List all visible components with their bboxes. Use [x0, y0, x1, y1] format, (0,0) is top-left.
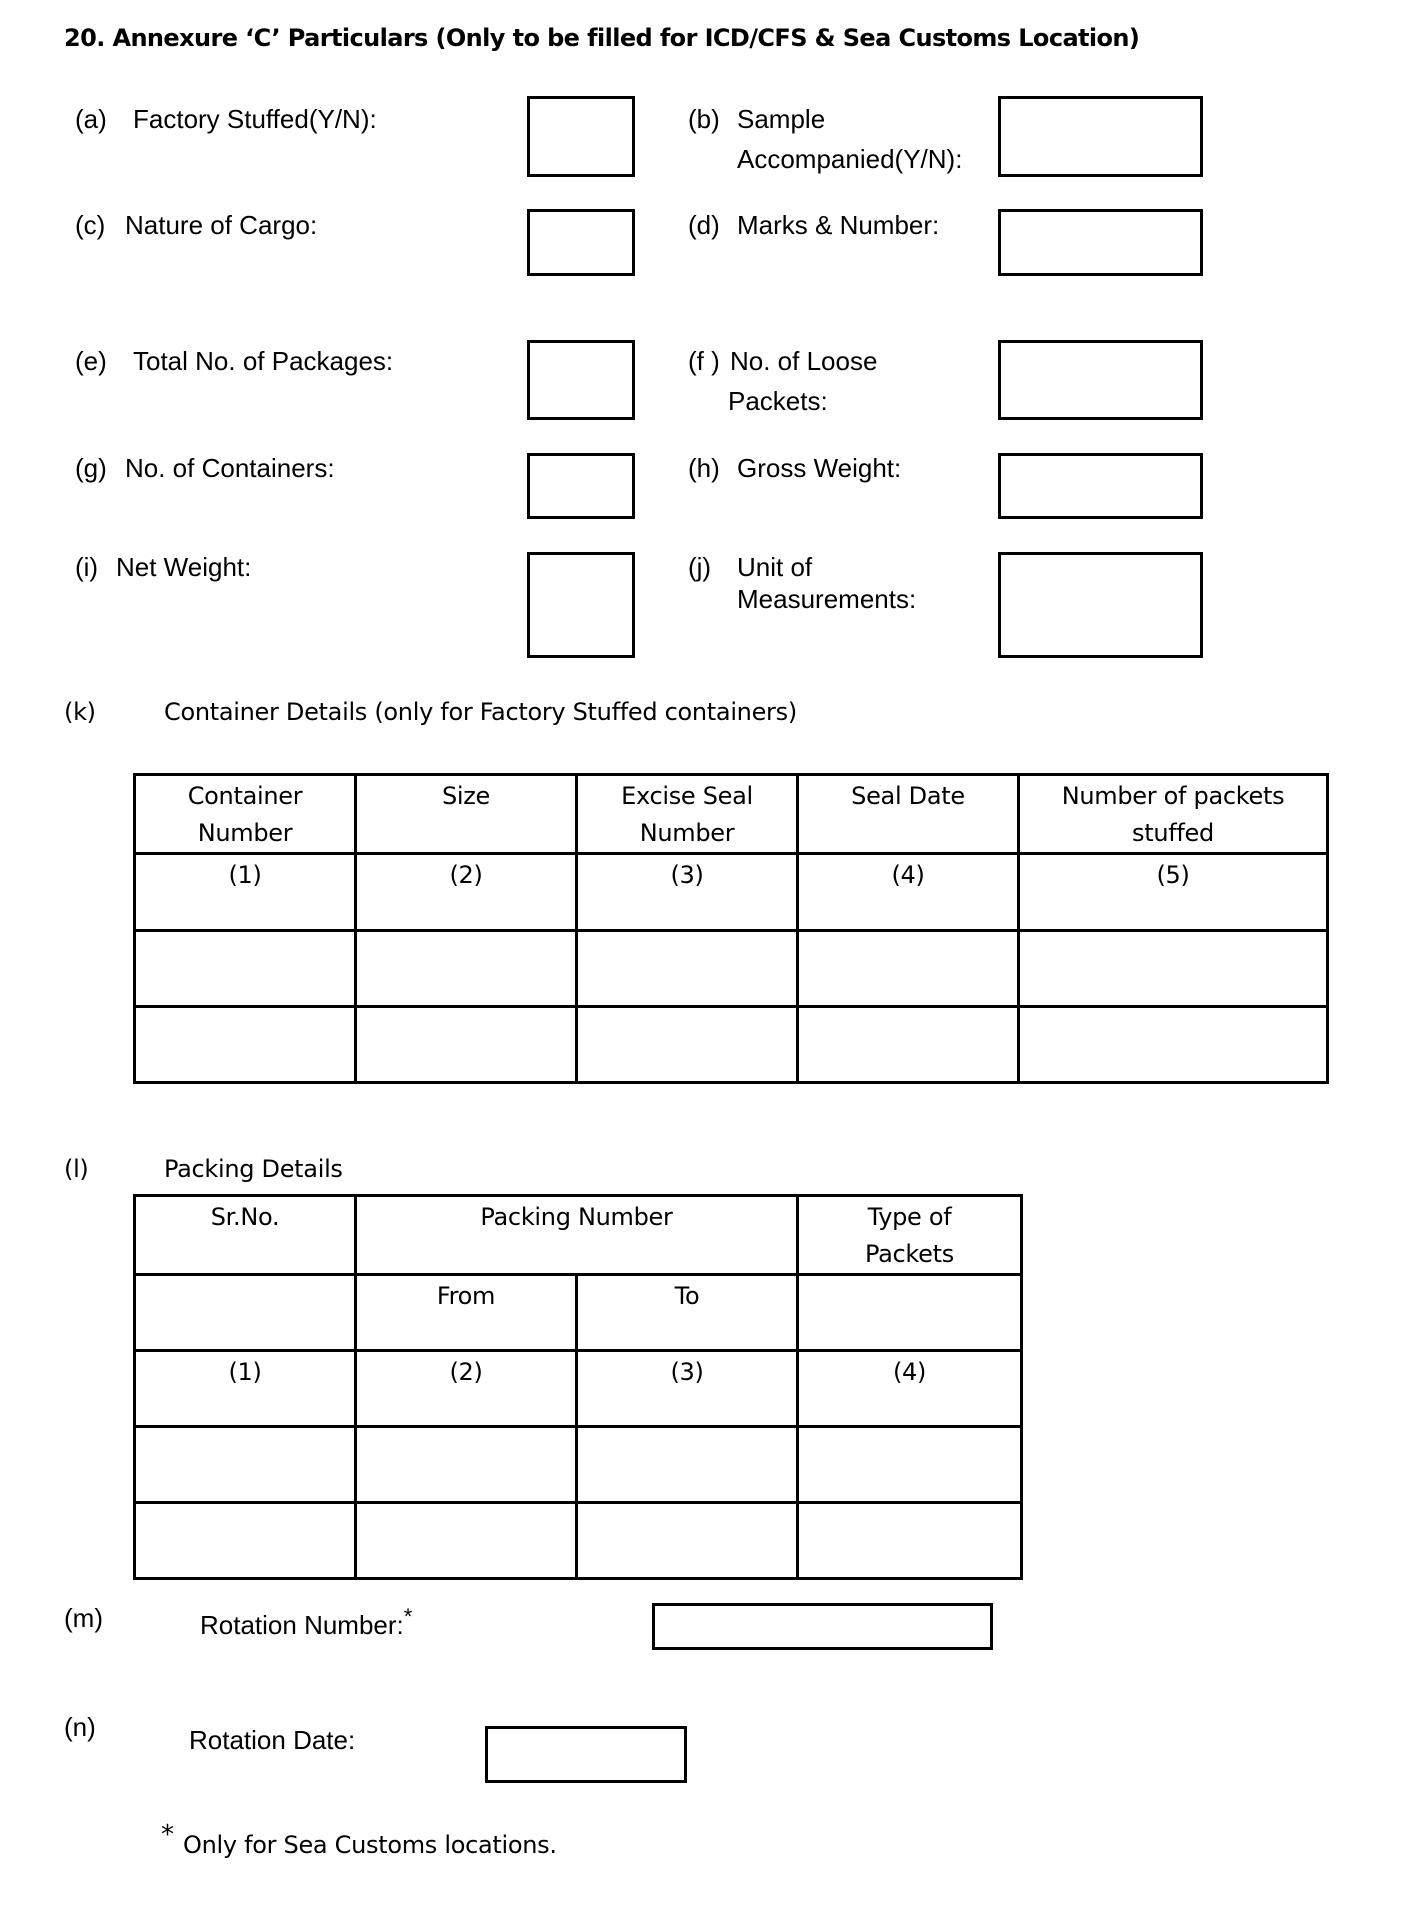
header-text: Number	[639, 819, 735, 847]
type-of-packets-cell[interactable]	[798, 1503, 1022, 1579]
packing-subheader-row	[135, 1275, 1022, 1351]
type-of-packets-cell[interactable]	[798, 1427, 1022, 1503]
to-cell[interactable]	[577, 1503, 798, 1579]
rotation-date-letter: (n)	[64, 1712, 96, 1742]
empty-subheader-cell	[798, 1275, 1022, 1351]
field-d-letter: (d)	[688, 210, 720, 240]
unit-of-measurement-input[interactable]	[998, 552, 1203, 658]
gross-weight-input[interactable]	[998, 453, 1203, 519]
packets-stuffed-cell[interactable]	[1019, 1007, 1328, 1083]
index-cell: (3)	[577, 1351, 798, 1427]
index-cell: (1)	[135, 1351, 356, 1427]
packing-details-heading: Packing Details	[164, 1155, 343, 1183]
header-text: stuffed	[1132, 819, 1214, 847]
loose-packets-input[interactable]	[998, 340, 1203, 420]
excise-seal-number-cell[interactable]	[577, 931, 798, 1007]
field-j-letter: (j)	[688, 552, 712, 582]
index-cell: (4)	[798, 1351, 1022, 1427]
table-row	[135, 1427, 1022, 1503]
table-row	[135, 931, 1328, 1007]
empty-subheader-cell	[135, 1275, 356, 1351]
factory-stuffed-input[interactable]	[527, 96, 635, 177]
container-index-row	[135, 854, 1328, 931]
header-text: Packets	[865, 1240, 954, 1268]
excise-seal-number-cell[interactable]	[577, 1007, 798, 1083]
packing-header-row	[135, 1196, 1022, 1275]
field-a-letter: (a)	[75, 104, 107, 134]
header-text: Seal Date	[851, 782, 965, 810]
index-cell: (3)	[577, 854, 798, 931]
field-c-letter: (c)	[75, 210, 106, 240]
required-asterisk: *	[403, 1604, 413, 1629]
field-d-label: Marks & Number:	[737, 210, 940, 240]
marks-and-number-input[interactable]	[998, 209, 1203, 276]
rotation-number-label	[200, 1604, 413, 1642]
index-cell: (5)	[1019, 854, 1328, 931]
field-b-letter: (b)	[688, 104, 720, 134]
header-text: Size	[441, 782, 491, 810]
field-e-label: Total No. of Packages:	[133, 346, 394, 376]
container-number-cell[interactable]	[135, 931, 356, 1007]
no-of-containers-input[interactable]	[527, 453, 635, 519]
header-text: Number	[197, 819, 293, 847]
col-header-seal-date	[798, 775, 1019, 854]
field-j-label-line2: Measurements:	[737, 584, 917, 614]
field-e-letter: (e)	[75, 346, 107, 376]
from-cell[interactable]	[356, 1503, 577, 1579]
container-details-table	[133, 773, 1329, 1084]
col-header-size	[356, 775, 577, 854]
size-cell[interactable]	[356, 1007, 577, 1083]
col-header-container-number	[135, 775, 356, 854]
col-header-sr-no: Sr.No.	[135, 1196, 356, 1275]
field-a-label: Factory Stuffed(Y/N):	[133, 104, 377, 134]
container-details-heading: Container Details (only for Factory Stuffed containers)	[164, 698, 797, 726]
index-cell: (1)	[135, 854, 356, 931]
rotation-date-label: Rotation Date:	[189, 1725, 356, 1755]
container-header-row	[135, 775, 1328, 854]
field-h-label: Gross Weight:	[737, 453, 902, 483]
section-title: 20. Annexure ‘C’ Particulars (Only to be filled for ICD/CFS & Sea Customs Location)	[64, 24, 1140, 52]
sr-no-cell[interactable]	[135, 1503, 356, 1579]
table-row	[135, 1503, 1022, 1579]
col-header-excise-seal-number	[577, 775, 798, 854]
col-header-from: From	[356, 1275, 577, 1351]
index-cell: (2)	[356, 854, 577, 931]
total-packages-input[interactable]	[527, 340, 635, 420]
field-i-letter: (i)	[75, 552, 99, 582]
field-f-label-line1: No. of Loose	[730, 346, 878, 376]
container-number-cell[interactable]	[135, 1007, 356, 1083]
net-weight-input[interactable]	[527, 552, 635, 658]
field-i-label: Net Weight:	[116, 552, 252, 582]
header-text: Container	[187, 782, 303, 810]
field-f-letter: (f )	[688, 346, 720, 376]
seal-date-cell[interactable]	[798, 931, 1019, 1007]
container-details-letter: (k)	[64, 698, 96, 726]
field-g-letter: (g)	[75, 453, 107, 483]
field-j-label-line1: Unit of	[737, 552, 813, 582]
rotation-number-letter: (m)	[64, 1603, 103, 1633]
field-b-label-line2: Accompanied(Y/N):	[737, 144, 963, 174]
field-c-label: Nature of Cargo:	[125, 210, 318, 240]
col-header-packets-stuffed	[1019, 775, 1328, 854]
footnote-text: Only for Sea Customs locations.	[183, 1831, 557, 1859]
packing-index-row	[135, 1351, 1022, 1427]
packing-details-table	[133, 1194, 1023, 1580]
index-cell: (2)	[356, 1351, 577, 1427]
sr-no-cell[interactable]	[135, 1427, 356, 1503]
rotation-date-input[interactable]	[485, 1726, 687, 1783]
col-header-to: To	[577, 1275, 798, 1351]
seal-date-cell[interactable]	[798, 1007, 1019, 1083]
header-text: Type of	[867, 1203, 952, 1231]
size-cell[interactable]	[356, 931, 577, 1007]
from-cell[interactable]	[356, 1427, 577, 1503]
sample-accompanied-input[interactable]	[998, 96, 1203, 177]
rotation-number-input[interactable]	[652, 1603, 993, 1650]
field-g-label: No. of Containers:	[125, 453, 335, 483]
to-cell[interactable]	[577, 1427, 798, 1503]
header-text: Excise Seal	[621, 782, 753, 810]
field-b-label-line1: Sample	[737, 104, 826, 134]
field-h-letter: (h)	[688, 453, 720, 483]
field-f-label-line2: Packets:	[728, 386, 828, 416]
footnote-asterisk: *	[161, 1820, 174, 1850]
nature-of-cargo-input[interactable]	[527, 209, 635, 276]
table-row	[135, 1007, 1328, 1083]
col-header-packing-number: Packing Number	[356, 1196, 798, 1275]
index-cell: (4)	[798, 854, 1019, 931]
col-header-type-of-packets	[798, 1196, 1022, 1275]
header-text: Number of packets	[1061, 782, 1285, 810]
packets-stuffed-cell[interactable]	[1019, 931, 1328, 1007]
packing-details-letter: (l)	[64, 1155, 89, 1183]
rotation-number-label-text: Rotation Number:	[200, 1610, 404, 1640]
